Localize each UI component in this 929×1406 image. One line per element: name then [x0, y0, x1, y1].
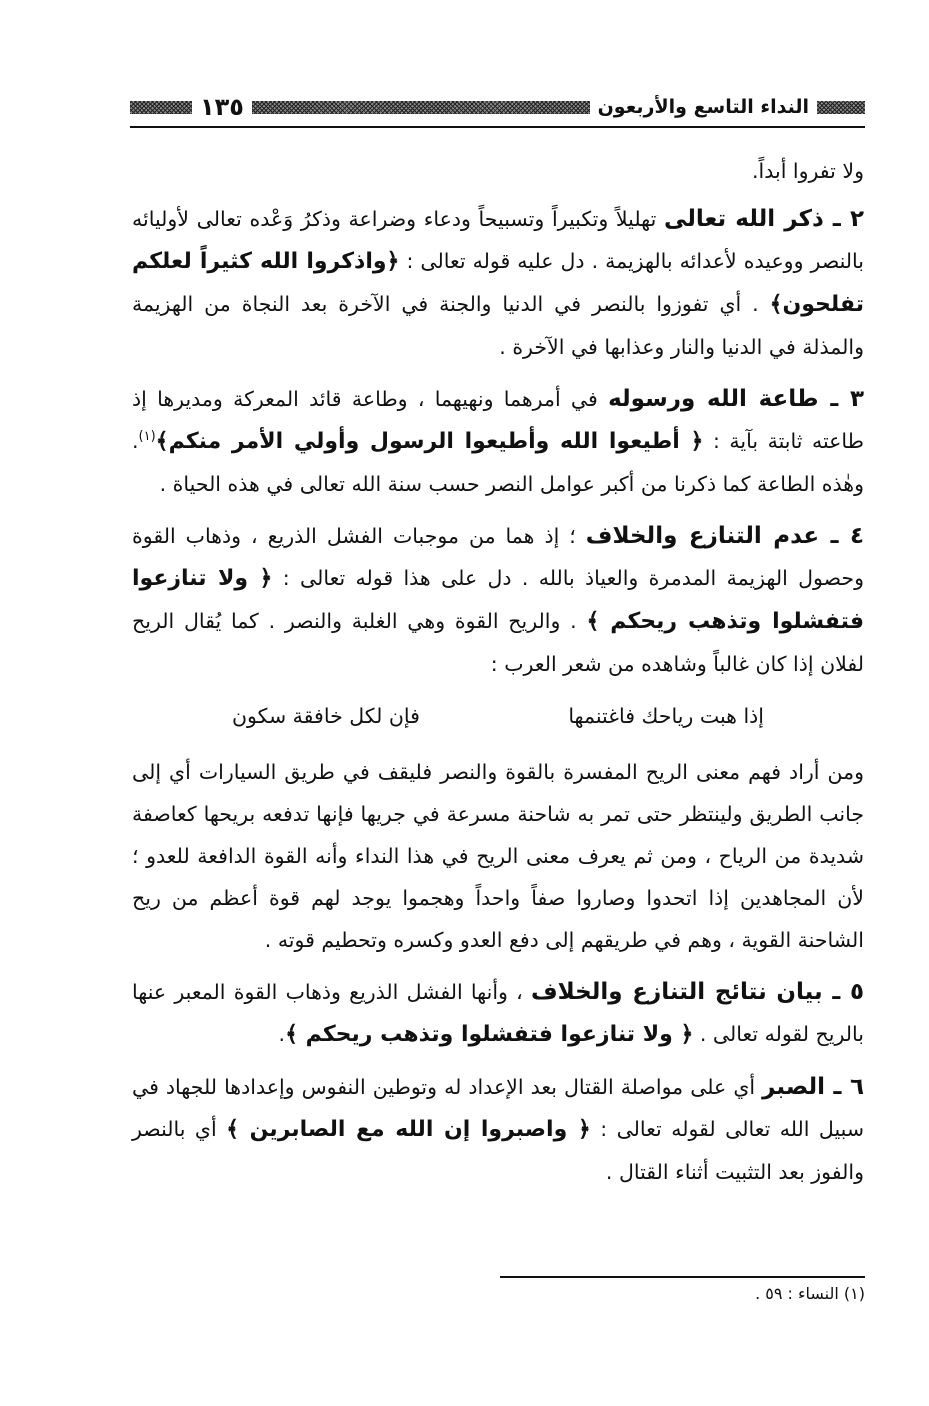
- main-text: [132, 150, 864, 1203]
- point-text: ؛ إذ هما من موجبات الفشل الذريع ، وذهاب القوة وحصول الهزيمة المدمرة والعياذ بالله . دل على هذا قوله تعالى :: [132, 524, 864, 590]
- point-heading: ٤ ـ عدم التنازع والخلاف: [585, 523, 864, 549]
- point-text: .: [278, 1022, 286, 1046]
- point-text: . والريح القوة وهي الغلبة والنصر . كما يُقال الريح لفلان إذا كان غالباً وشاهده من شعر العرب :: [132, 609, 864, 676]
- quran-verse: ﴿ واصبروا إن الله مع الصابرين ﴾: [226, 1117, 591, 1142]
- point-text: ، وأنها الفشل الذريع وذهاب القوة المعبر عنها بالريح لقوله تعالى .: [132, 980, 864, 1046]
- point-heading: ٣ ـ طاعة الله ورسوله: [608, 386, 864, 412]
- point-6: [132, 1066, 864, 1193]
- intro-line: ولا تفروا أبداً.: [752, 159, 864, 183]
- explanation-paragraph: ومن أراد فهم معنى الريح المفسرة بالقوة والنصر فليقف في طريق السيارات أي إلى جانب الطريق ولينتظر حتى تمر به شاحنة مسرعة في جريها فإنها تدفعه بريحها كعاصفة شديدة من الرياح ، ومن ثم يعرف معنى الريح في هذا النداء وأنه القوة الدافعة للعدو ؛ لأن المجاهدين إذا اتحدوا وصاروا صفاً واحداً وهجموا يوجد لهم قوة أعظم من ريح الشاحنة القوية ، وهم في طريقهم إلى دفع العدو وكسره وتحطيم قوته .: [132, 760, 864, 952]
- quran-verse: ﴿واذكروا الله كثيراً لعلكم تفلحون﴾: [132, 249, 864, 317]
- header-ornament-left: [130, 101, 192, 114]
- quran-verse: ﴿ ولا تنازعوا فتفشلوا وتذهب ريحكم ﴾: [285, 1022, 694, 1047]
- poem-hemistich-first: إذا هبت رياحك فاغتنمها: [568, 704, 764, 728]
- point-5: [132, 971, 864, 1056]
- point-heading: ٦ ـ الصبر: [762, 1074, 864, 1100]
- footnote-rule: [500, 1276, 865, 1278]
- header-ornament-right: [817, 101, 865, 114]
- header-rule: [130, 126, 865, 128]
- point-text: في أمرهما ونهيهما ، وطاعة قائد المعركة ومديرها إذ طاعته ثابتة بآية :: [132, 387, 864, 453]
- quran-verse: ﴿ ولا تنازعوا فتفشلوا وتذهب ريحكم ﴾: [132, 566, 864, 634]
- point-text: أي على مواصلة القتال بعد الإعداد له وتوطين النفوس وإعدادها للجهاد في سبيل الله تعالى لقوله تعالى :: [132, 1075, 865, 1141]
- point-4: [132, 515, 864, 685]
- poem-verse: [132, 695, 864, 737]
- point-heading: ٥ ـ بيان نتائج التنازع والخلاف: [530, 979, 865, 1005]
- point-3: [132, 378, 864, 505]
- page-number: ١٣٥: [200, 93, 244, 121]
- header-ornament-middle: [252, 101, 590, 114]
- footnote-reference: (١): [138, 429, 156, 445]
- footnote: (١) النساء : ٥٩ .: [755, 1284, 865, 1303]
- point-text: أي بالنصر والفوز بعد التثبيت أثناء القتال .: [132, 1117, 864, 1184]
- point-text: . أي تفوزوا بالنصر في الدنيا والجنة في الآخرة بعد النجاة من الهزيمة والمذلة في الدنيا والنار وعذابها في الآخرة .: [132, 292, 864, 359]
- chapter-title: النداء التاسع والأربعون: [597, 96, 809, 118]
- point-2: [132, 198, 864, 368]
- poem-hemistich-second: فإن لكل خافقة سكون: [232, 704, 420, 728]
- point-text: تهليلاً وتكبيراً وتسبيحاً ودعاء وضراعة وذكرُ وَعْده تعالى لأوليائه بالنصر ووعيده لأعدائه بالهزيمة . دل عليه قوله تعالى :: [132, 207, 864, 273]
- point-heading: ٢ ـ ذكر الله تعالى: [663, 206, 864, 232]
- running-header: [130, 92, 865, 122]
- quran-verse: ﴿ أطيعوا الله وأطيعوا الرسول وأولي الأمر منكم﴾: [155, 429, 704, 454]
- point-text: . وهٰذه الطاعة كما ذكرنا من أكبر عوامل النصر حسب سنة الله تعالى في هذه الحياة .: [132, 429, 864, 496]
